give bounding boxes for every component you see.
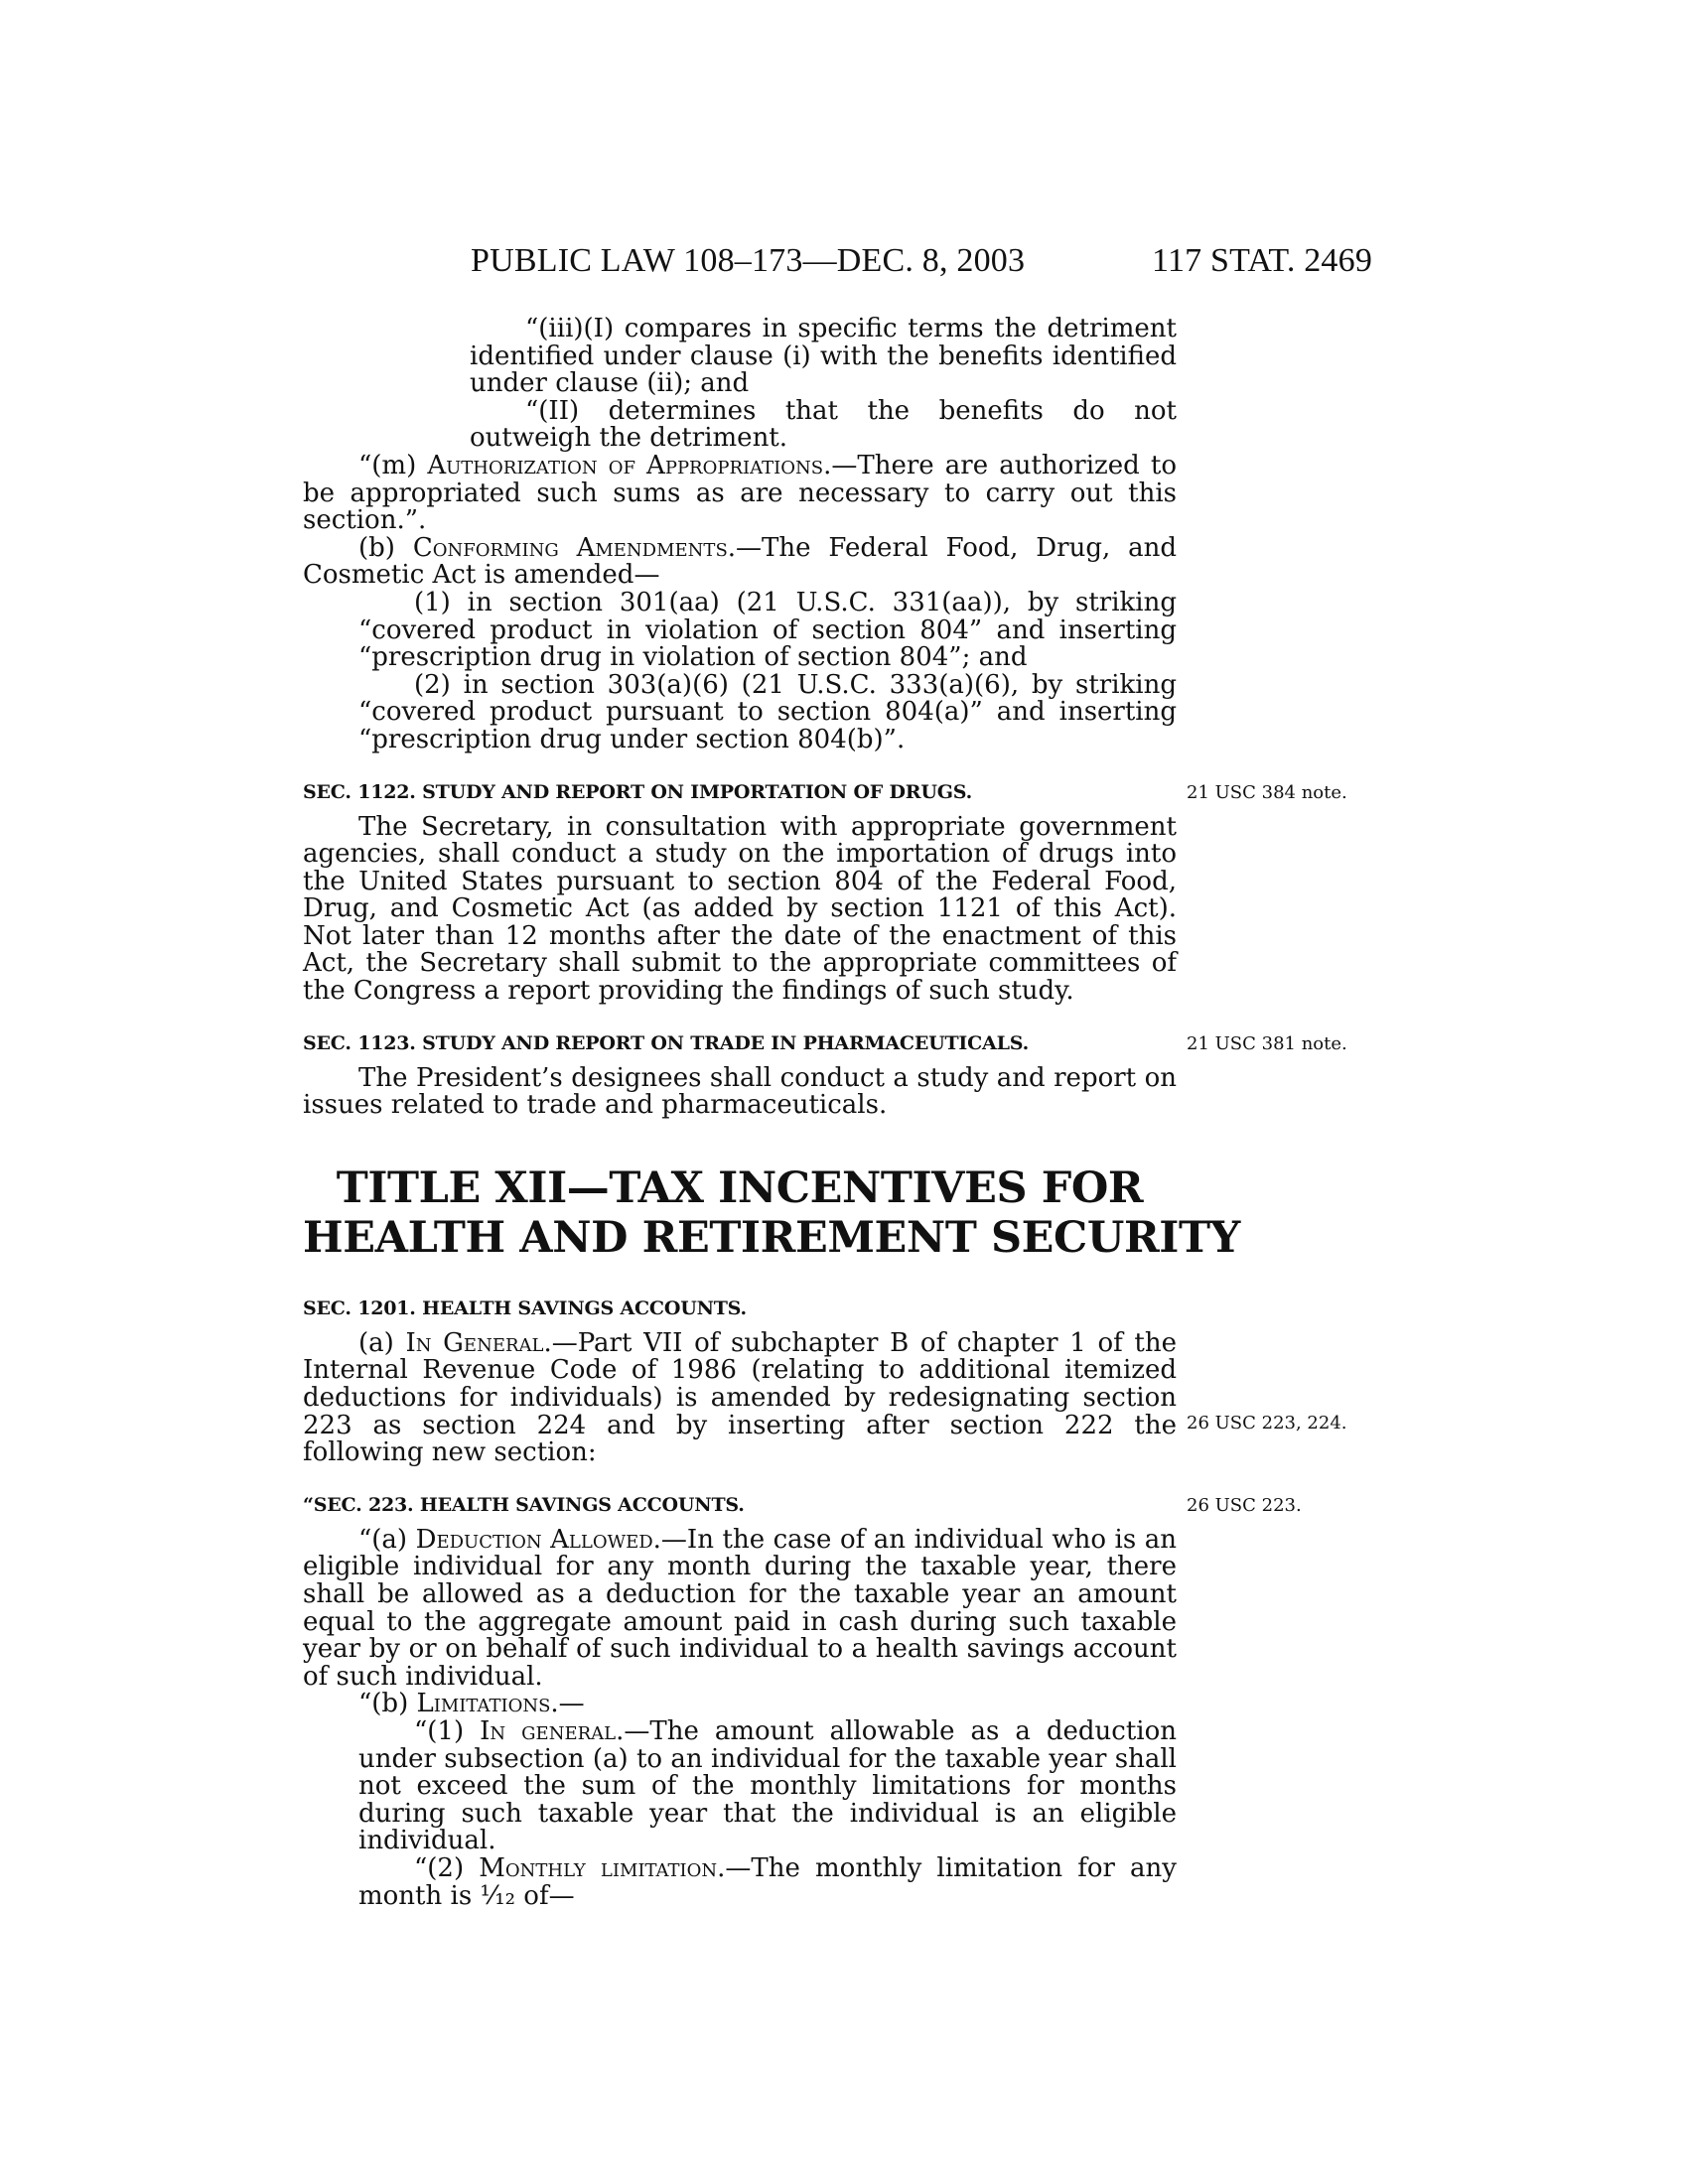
section-223-b-open: “(b) [358, 1689, 417, 1719]
section-223-b-text: .— [550, 1689, 585, 1719]
section-223-a-open: “(a) [358, 1524, 416, 1555]
subsection-b-open: (b) [358, 532, 413, 563]
section-223-b-1-text: .—The amount allowable as a deduction under subsection (a) to an individual for the taxable year shall not exceed the sum of the monthly limitations for months during such taxable year that the individual is an eligible individual. [358, 1715, 1178, 1856]
section-1201-a-wrap [303, 1327, 1347, 1468]
section-223-a-text: .—In the case of an individual who is an eligible individual for any month during the taxable year, there shall be allowed as a deduction for the taxable year an amount equal to the aggregate amount paid in cash during such taxable year by or on behalf of such individual to a health savings account of such individual. [303, 1524, 1177, 1692]
section-1122-heading-row [303, 780, 1347, 804]
section-223-heading-row [303, 1493, 1302, 1517]
section-223-b [303, 1691, 1177, 1718]
subsection-m-heading: Authorization of Appropriations [427, 450, 824, 480]
section-223-b-heading: Limitations [416, 1689, 551, 1719]
section-1201-heading: SEC. 1201. HEALTH SAVINGS ACCOUNTS. [303, 1297, 747, 1319]
section-223-a [303, 1524, 1177, 1692]
subsection-b-text: .—The Federal Food, Drug, and Cosmetic Act is amended— [303, 532, 1177, 591]
section-223-b-2-text: .—The monthly limitation for any month is ¹⁄₁₂ of— [358, 1852, 1177, 1911]
document-body [303, 314, 1347, 1911]
section-1201-heading-row [303, 1297, 1177, 1320]
section-1201-a-open: (a) [358, 1327, 406, 1358]
clause-II: “(II) determines that the benefits do not outweigh the detriment. [470, 395, 1177, 454]
section-223-b-1-heading: In general [480, 1715, 617, 1746]
subsection-m-text: .—There are authorized to be appropriated such sums as are necessary to carry out this section.”. [303, 450, 1177, 536]
section-1122-text: The Secretary, in consultation with appropriate government agencies, shall conduct a study on the importation of drugs into the United States pursuant to section 804 of the Federal Food, Drug, and Cosmetic Act (as added by section 1121 of this Act). Not later than 12 months after the date of the enactment of this Act, the Secretary shall submit to the appropriate committees of the Congress a report providing the findings of such study. [303, 811, 1177, 1007]
margin-note-1122: 21 USC 384 note. [1187, 781, 1347, 803]
section-1201-a-heading: In General [405, 1327, 544, 1358]
subsection-m-open: “(m) [358, 450, 428, 480]
running-header-law: PUBLIC LAW 108–173—DEC. 8, 2003 [471, 242, 1026, 279]
section-223-heading: “SEC. 223. HEALTH SAVINGS ACCOUNTS. [303, 1493, 745, 1516]
paragraph-2: (2) in section 303(a)(6) (21 U.S.C. 333(a)(6), by striking “covered product pursuant to section 804(a)” and inserting “prescription drug under section 804(b)”. [358, 669, 1177, 754]
section-1201-a [303, 1327, 1177, 1468]
margin-note-1123: 21 USC 381 note. [1187, 1032, 1347, 1054]
section-1123-heading-row [303, 1031, 1347, 1055]
clause-block [303, 316, 1177, 453]
section-1123-heading: SEC. 1123. STUDY AND REPORT ON TRADE IN PHARMACEUTICALS. [303, 1031, 1030, 1054]
section-223-a-heading: Deduction Allowed [415, 1524, 653, 1555]
margin-note-223: 26 USC 223. [1187, 1494, 1302, 1516]
margin-note-1201: 26 USC 223, 224. [1187, 1412, 1347, 1433]
section-223-b-1-open: “(1) [414, 1715, 481, 1746]
title-line-2: HEALTH AND RETIREMENT SECURITY [303, 1212, 1240, 1263]
title-line-1: TITLE XII—TAX INCENTIVES FOR [336, 1162, 1144, 1213]
title-heading [303, 1162, 1240, 1263]
subsection-m [303, 450, 1177, 536]
subsection-b-conforming [303, 532, 1177, 591]
clause-iii-I: “(iii)(I) compares in specific terms the detriment identified under clause (i) with the benefits identified under clause (ii); and [470, 314, 1177, 399]
section-1122-heading: SEC. 1122. STUDY AND REPORT ON IMPORTATION OF DRUGS. [303, 780, 973, 803]
section-1201-a-text: .—Part VII of subchapter B of chapter 1 of the Internal Revenue Code of 1986 (relating to additional itemized deductions for individuals) is amended by redesignating section 223 as section 224 and by inserting after section 222 the following new section: [303, 1327, 1177, 1468]
section-223-b-2-open: “(2) [414, 1852, 480, 1883]
subsection-b-heading: Conforming Amendments [412, 532, 728, 563]
section-223-b-2 [303, 1852, 1177, 1911]
section-223-b-2-heading: Monthly limitation [479, 1852, 718, 1883]
running-header-stat: 117 STAT. 2469 [1152, 242, 1373, 279]
section-223-b-1 [303, 1715, 1178, 1856]
section-1123-text: The President’s designees shall conduct a study and report on issues related to trade and pharmaceuticals. [303, 1062, 1177, 1121]
paragraph-1: (1) in section 301(aa) (21 U.S.C. 331(aa)), by striking “covered product in violation of section 804” and inserting “prescription drug in violation of section 804”; and [358, 587, 1177, 673]
